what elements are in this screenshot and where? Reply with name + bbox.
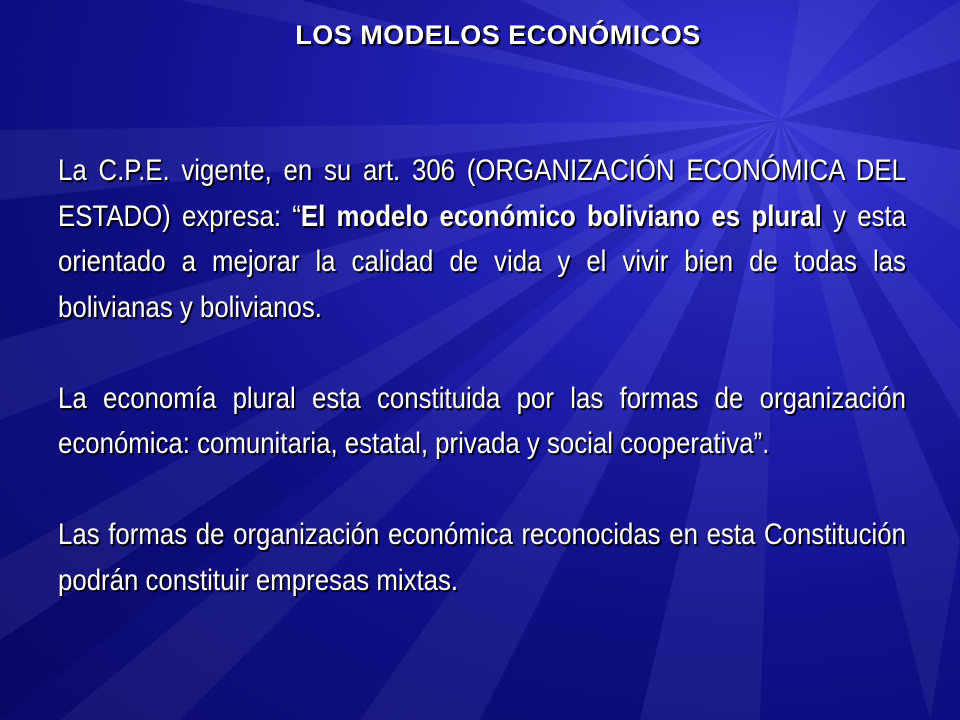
- paragraph-cpe-art-306: [58, 148, 906, 330]
- paragraph-1-text-end: y esta orientado a mejorar la calidad de vida y el vivir bien de todas las bolivianas y bolivianos.: [58, 199, 906, 324]
- paragraph-1-text-start: La C.P.E. vigente, en su art. 306 (ORGANIZACIÓN ECONÓMICA DEL ESTADO) expresa: “: [58, 154, 906, 233]
- slide-title: LOS MODELOS ECONÓMICOS: [295, 20, 701, 50]
- paragraph-economia-plural: La economía plural esta constituida por las formas de organización económica: comunitaria, estatal, privada y social cooperativa”.: [58, 381, 906, 460]
- paragraph-1-bold-quote: El modelo económico boliviano es plural: [300, 199, 822, 233]
- paragraph-empresas-mixtas: Las formas de organización económica reconocidas en esta Constitución podrán constituir empresas mixtas.: [58, 518, 906, 597]
- slide-body: [58, 148, 906, 603]
